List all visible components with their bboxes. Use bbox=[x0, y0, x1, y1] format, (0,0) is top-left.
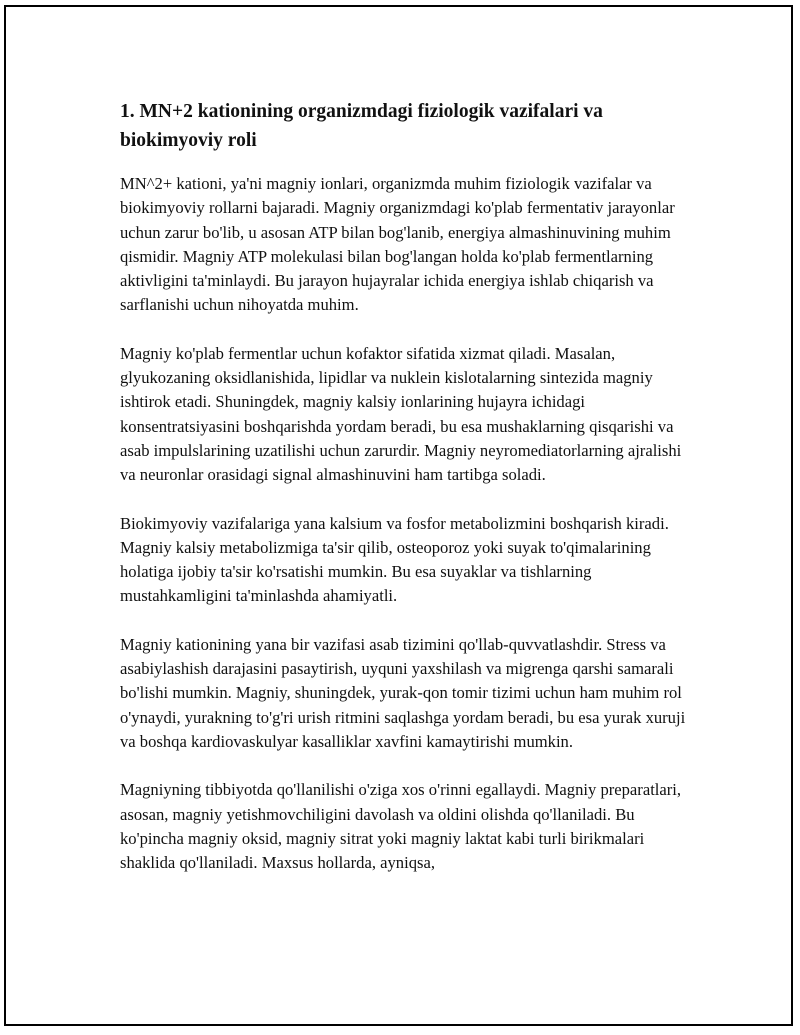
document-page bbox=[4, 5, 793, 1026]
paragraph-5: Magniyning tibbiyotda qo'llanilishi o'ziga xos o'rinni egallaydi. Magniy preparatlari, asosan, magniy yetishmovchiligini davolash va oldini olishda qo'llaniladi. Bu ko'pincha magniy oksid, magniy sitrat yoki magniy laktat kabi turli birikmalari shaklida qo'llaniladi. Maxsus hollarda, ayniqsa, bbox=[120, 780, 682, 873]
paragraph-3: Biokimyoviy vazifalariga yana kalsium va fosfor metabolizmini boshqarish kiradi. Magniy kalsiy metabolizmiga ta'sir qilib, osteoporoz yoki suyak to'qimalarining holatiga ijobiy ta'sir ko'rsatishi mumkin. Bu esa suyaklar va tishlarning mustahkamligini ta'minlashda ahamiyatli. bbox=[120, 513, 669, 606]
paragraph-4: Magniy kationining yana bir vazifasi asab tizimini qo'llab-quvvatlashdir. Stress va asabiylashish darajasini pasaytirish, uyquni yaxshilash va migrenga qarshi samarali bo'lishi mumkin. Magniy, shuningdek, yurak-qon tomir tizimi uchun ham muhim rol o'ynaydi, yurakning to'g'ri urish ritmini saqlashga yordam beradi, bu esa yurak xuruji va boshqa kardiovaskulyar kasalliklar xavfini kamaytirishi mumkin. bbox=[120, 634, 686, 751]
paragraph-2: Magniy ko'plab fermentlar uchun kofaktor sifatida xizmat qiladi. Masalan, glyukozaning oksidlanishida, lipidlar va nuklein kislotalarning sintezida magniy ishtirok etadi. Shuningdek, magniy kalsiy ionlarining hujayra ichidagi konsentratsiyasini boshqarishda yordam beradi, bu esa mushaklarning qisqarishi va asab impulslarining uzatilishi uchun zarurdir. Magniy neyromediatorlarning ajralishi va neuronlar orasidagi signal almashinuvini ham tartibga soladi. bbox=[120, 343, 682, 485]
paragraph-1: MN^2+ kationi, ya'ni magniy ionlari, organizmda muhim fiziologik vazifalar va biokimyoviy rollarni bajaradi. Magniy organizmdagi ko'plab fermentativ jarayonlar uchun zarur bo'lib, u asosan ATP bilan bog'lanib, energiya almashinuvining muhim qismidir. Magniy ATP molekulasi bilan bog'langan holda ko'plab fermentlarning aktivligini ta'minlaydi. Bu jarayon hujayralar ichida energiya ishlab chiqarish va sarflanishi uchun nihoyatda muhim. bbox=[120, 174, 675, 315]
section-heading: 1. MN+2 kationining organizmdagi fiziologik vazifalari va biokimyoviy roli bbox=[120, 101, 603, 151]
document-body bbox=[120, 97, 700, 875]
